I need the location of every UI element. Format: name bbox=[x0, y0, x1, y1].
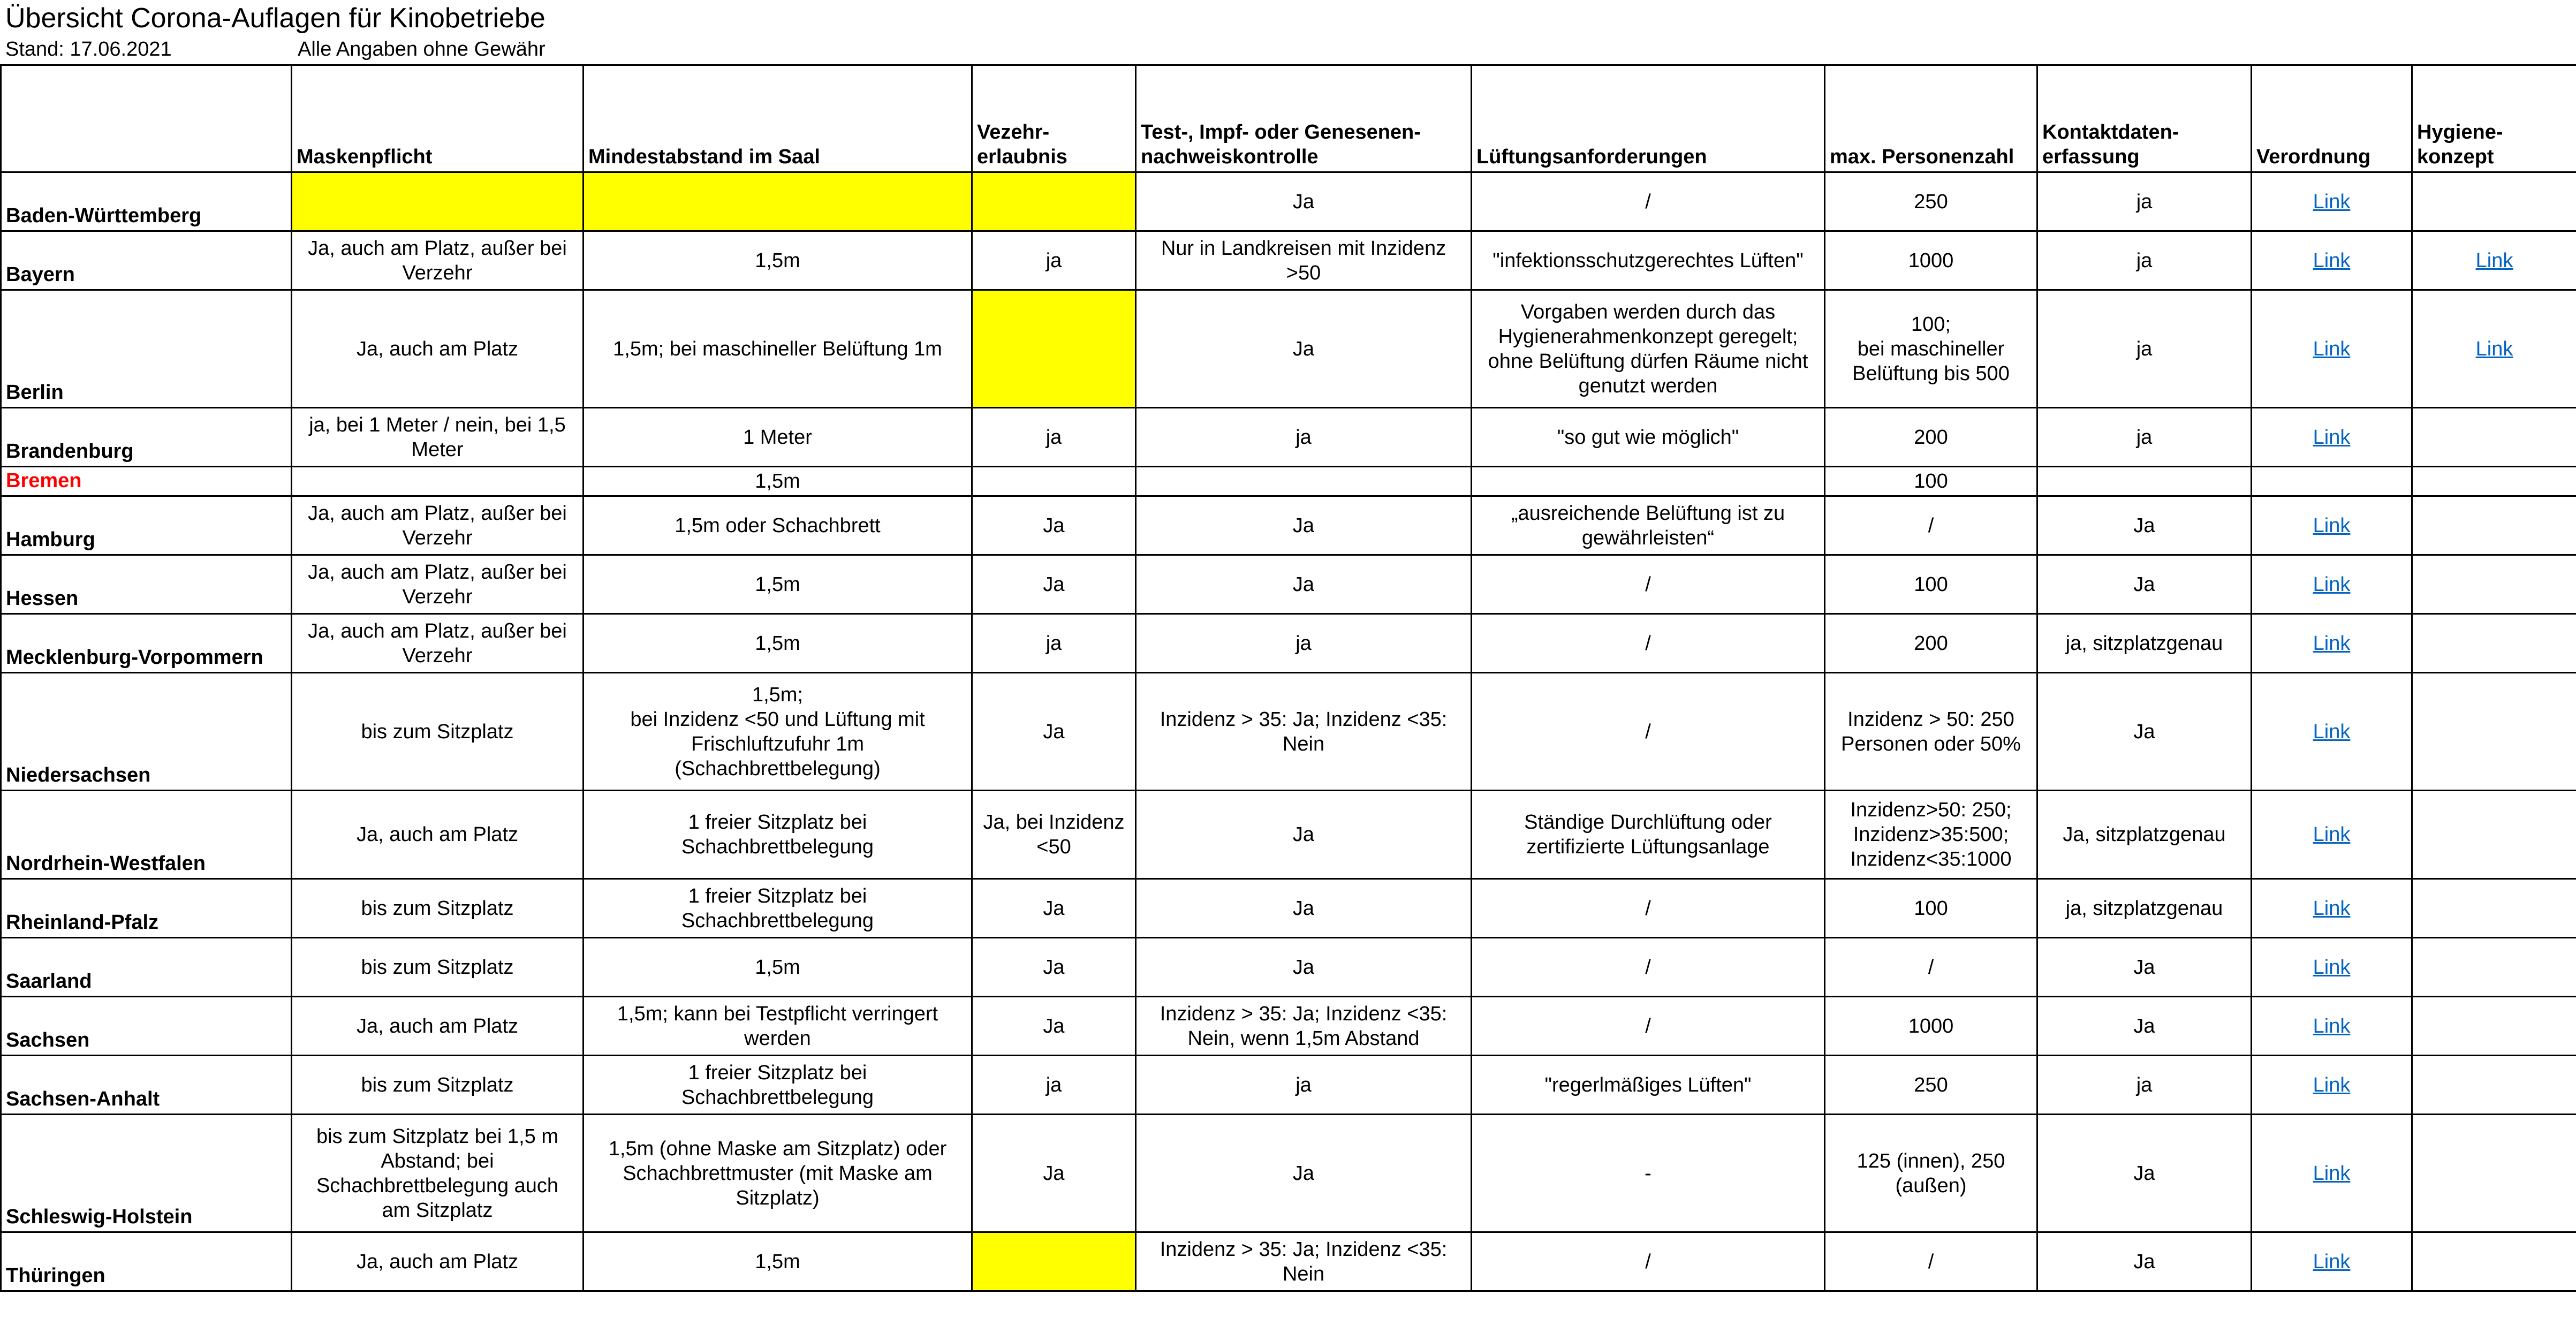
ventilation-cell: Ständige Durchlüftung oder zertifizierte Lüftungsanlage bbox=[1472, 791, 1825, 879]
contact-cell: Ja bbox=[2037, 673, 2252, 791]
state-name: Sachsen-Anhalt bbox=[1, 1056, 292, 1115]
regulation-link[interactable]: Link bbox=[2313, 823, 2351, 846]
maxpersons-cell: / bbox=[1825, 1232, 2037, 1291]
mask-cell: bis zum Sitzplatz bbox=[292, 673, 584, 791]
test-cell: Ja bbox=[1136, 172, 1472, 231]
ventilation-cell: „ausreichende Belüftung ist zu gewährleisten“ bbox=[1472, 496, 1825, 555]
ventilation-cell: / bbox=[1472, 1232, 1825, 1291]
mask-cell: bis zum Sitzplatz bbox=[292, 938, 584, 997]
mask-cell: ja, bei 1 Meter / nein, bei 1,5 Meter bbox=[292, 408, 584, 467]
regulation-cell bbox=[2252, 555, 2412, 614]
food-cell: Ja bbox=[972, 555, 1136, 614]
header-regulation: Verordnung bbox=[2252, 65, 2412, 172]
state-name: Thüringen bbox=[1, 1232, 292, 1291]
contact-cell: Ja bbox=[2037, 1232, 2252, 1291]
food-cell bbox=[972, 467, 1136, 496]
maxpersons-cell: 125 (innen), 250 (außen) bbox=[1825, 1115, 2037, 1232]
hygiene-cell bbox=[2412, 555, 2576, 614]
test-cell: Ja bbox=[1136, 879, 1472, 938]
food-cell: ja bbox=[972, 1056, 1136, 1115]
mask-cell bbox=[292, 467, 584, 496]
maxpersons-cell: 100; bei maschineller Belüftung bis 500 bbox=[1825, 290, 2037, 408]
regulation-link[interactable]: Link bbox=[2313, 573, 2351, 596]
distance-cell: 1 freier Sitzplatz bei Schachbrettbelegung bbox=[584, 1056, 972, 1115]
distance-cell: 1,5m bbox=[584, 614, 972, 673]
maxpersons-cell: 200 bbox=[1825, 408, 2037, 467]
regulation-cell bbox=[2252, 1115, 2412, 1232]
regulation-cell bbox=[2252, 496, 2412, 555]
mask-cell: Ja, auch am Platz, außer bei Verzehr bbox=[292, 231, 584, 290]
mask-cell: bis zum Sitzplatz bbox=[292, 879, 584, 938]
ventilation-cell: / bbox=[1472, 172, 1825, 231]
ventilation-cell: / bbox=[1472, 879, 1825, 938]
ventilation-cell: "infektionsschutzgerechtes Lüften" bbox=[1472, 231, 1825, 290]
state-name: Saarland bbox=[1, 938, 292, 997]
regulation-cell bbox=[2252, 614, 2412, 673]
stand-date: Stand: 17.06.2021 bbox=[5, 38, 172, 60]
food-cell: Ja bbox=[972, 1115, 1136, 1232]
food-cell: Ja bbox=[972, 496, 1136, 555]
test-cell: Nur in Landkreisen mit Inzidenz >50 bbox=[1136, 231, 1472, 290]
test-cell: Inzidenz > 35: Ja; Inzidenz <35: Nein bbox=[1136, 673, 1472, 791]
header-mask: Maskenpflicht bbox=[292, 65, 584, 172]
mask-cell: Ja, auch am Platz bbox=[292, 290, 584, 408]
ventilation-cell: / bbox=[1472, 938, 1825, 997]
distance-cell: 1,5m; bei maschineller Belüftung 1m bbox=[584, 290, 972, 408]
food-cell bbox=[972, 290, 1136, 408]
regulation-cell bbox=[2252, 673, 2412, 791]
test-cell: Ja bbox=[1136, 938, 1472, 997]
test-cell: Ja bbox=[1136, 290, 1472, 408]
maxpersons-cell: 1000 bbox=[1825, 231, 2037, 290]
regulation-link[interactable]: Link bbox=[2313, 720, 2351, 743]
maxpersons-cell: 100 bbox=[1825, 879, 2037, 938]
maxpersons-cell: 1000 bbox=[1825, 997, 2037, 1056]
maxpersons-cell: Inzidenz>50: 250; Inzidenz>35:500; Inzidenz<35:1000 bbox=[1825, 791, 2037, 879]
maxpersons-cell: 250 bbox=[1825, 172, 2037, 231]
distance-cell bbox=[584, 172, 972, 231]
table-row bbox=[1, 555, 2576, 614]
distance-cell: 1 freier Sitzplatz bei Schachbrettbelegung bbox=[584, 879, 972, 938]
food-cell bbox=[972, 1232, 1136, 1291]
hygiene-cell bbox=[2412, 791, 2576, 879]
hygiene-cell bbox=[2412, 496, 2576, 555]
regulation-cell bbox=[2252, 467, 2412, 496]
header-row bbox=[1, 65, 2576, 172]
food-cell bbox=[972, 172, 1136, 231]
hygiene-cell bbox=[2412, 1056, 2576, 1115]
hygiene-link[interactable]: Link bbox=[2475, 249, 2513, 272]
state-name: Bremen bbox=[1, 467, 292, 496]
header-distance: Mindestabstand im Saal bbox=[584, 65, 972, 172]
ventilation-cell: / bbox=[1472, 614, 1825, 673]
contact-cell: Ja bbox=[2037, 555, 2252, 614]
state-name: Schleswig-Holstein bbox=[1, 1115, 292, 1232]
contact-cell: Ja bbox=[2037, 496, 2252, 555]
regulation-link[interactable]: Link bbox=[2313, 337, 2351, 360]
maxpersons-cell: 100 bbox=[1825, 467, 2037, 496]
regulation-link[interactable]: Link bbox=[2313, 1073, 2351, 1096]
regulation-cell bbox=[2252, 791, 2412, 879]
table-row bbox=[1, 1115, 2576, 1232]
header-state bbox=[1, 65, 292, 172]
hygiene-cell bbox=[2412, 614, 2576, 673]
state-name: Niedersachsen bbox=[1, 673, 292, 791]
test-cell: Inzidenz > 35: Ja; Inzidenz <35: Nein, wenn 1,5m Abstand bbox=[1136, 997, 1472, 1056]
regulation-link[interactable]: Link bbox=[2313, 426, 2351, 449]
header-ventilation: Lüftungsanforderungen bbox=[1472, 65, 1825, 172]
mask-cell: Ja, auch am Platz bbox=[292, 1232, 584, 1291]
regulation-link[interactable]: Link bbox=[2313, 514, 2351, 537]
state-name: Mecklenburg-Vorpommern bbox=[1, 614, 292, 673]
table-row bbox=[1, 1232, 2576, 1291]
header-hygiene: Hygiene- konzept bbox=[2412, 65, 2576, 172]
ventilation-cell: / bbox=[1472, 673, 1825, 791]
hygiene-cell bbox=[2412, 879, 2576, 938]
state-name: Sachsen bbox=[1, 997, 292, 1056]
state-name: Hessen bbox=[1, 555, 292, 614]
hygiene-cell bbox=[2412, 673, 2576, 791]
distance-cell: 1,5m bbox=[584, 938, 972, 997]
state-name: Brandenburg bbox=[1, 408, 292, 467]
table-row bbox=[1, 1056, 2576, 1115]
table-row bbox=[1, 496, 2576, 555]
contact-cell: Ja bbox=[2037, 1115, 2252, 1232]
contact-cell: Ja bbox=[2037, 997, 2252, 1056]
test-cell: Inzidenz > 35: Ja; Inzidenz <35: Nein bbox=[1136, 1232, 1472, 1291]
test-cell: Ja bbox=[1136, 1115, 1472, 1232]
table-row bbox=[1, 467, 2576, 496]
state-name: Hamburg bbox=[1, 496, 292, 555]
regulation-cell bbox=[2252, 879, 2412, 938]
header-test: Test-, Impf- oder Genesenen- nachweiskontrolle bbox=[1136, 65, 1472, 172]
distance-cell: 1 freier Sitzplatz bei Schachbrettbelegung bbox=[584, 791, 972, 879]
table-row bbox=[1, 938, 2576, 997]
hygiene-cell bbox=[2412, 997, 2576, 1056]
hygiene-cell bbox=[2412, 231, 2576, 290]
hygiene-link[interactable]: Link bbox=[2475, 337, 2513, 360]
test-cell: Ja bbox=[1136, 496, 1472, 555]
regulation-cell bbox=[2252, 408, 2412, 467]
distance-cell: 1,5m; kann bei Testpflicht verringert werden bbox=[584, 997, 972, 1056]
food-cell: Ja bbox=[972, 938, 1136, 997]
header-maxpersons: max. Personenzahl bbox=[1825, 65, 2037, 172]
regulation-cell bbox=[2252, 1056, 2412, 1115]
regulation-link[interactable]: Link bbox=[2313, 956, 2351, 979]
state-name: Nordrhein-Westfalen bbox=[1, 791, 292, 879]
maxpersons-cell: 100 bbox=[1825, 555, 2037, 614]
state-name: Bayern bbox=[1, 231, 292, 290]
contact-cell: ja, sitzplatzgenau bbox=[2037, 614, 2252, 673]
mask-cell: Ja, auch am Platz, außer bei Verzehr bbox=[292, 614, 584, 673]
food-cell: ja bbox=[972, 408, 1136, 467]
regulation-link[interactable]: Link bbox=[2313, 1250, 2351, 1273]
distance-cell: 1,5m; bei Inzidenz <50 und Lüftung mit Frischluftzufuhr 1m (Schachbrettbelegung) bbox=[584, 673, 972, 791]
mask-cell bbox=[292, 172, 584, 231]
contact-cell: ja bbox=[2037, 408, 2252, 467]
mask-cell: Ja, auch am Platz bbox=[292, 997, 584, 1056]
hygiene-cell bbox=[2412, 1115, 2576, 1232]
regulation-link[interactable]: Link bbox=[2313, 1162, 2351, 1185]
contact-cell: ja bbox=[2037, 231, 2252, 290]
hygiene-cell bbox=[2412, 938, 2576, 997]
ventilation-cell: "regerlmäßiges Lüften" bbox=[1472, 1056, 1825, 1115]
table-row bbox=[1, 997, 2576, 1056]
test-cell: Ja bbox=[1136, 791, 1472, 879]
regulation-cell bbox=[2252, 938, 2412, 997]
ventilation-cell: / bbox=[1472, 997, 1825, 1056]
maxpersons-cell: / bbox=[1825, 938, 2037, 997]
mask-cell: Ja, auch am Platz, außer bei Verzehr bbox=[292, 496, 584, 555]
regulation-link[interactable]: Link bbox=[2313, 897, 2351, 920]
hygiene-cell bbox=[2412, 1232, 2576, 1291]
regulation-cell bbox=[2252, 231, 2412, 290]
table-row bbox=[1, 879, 2576, 938]
contact-cell: Ja, sitzplatzgenau bbox=[2037, 791, 2252, 879]
contact-cell: ja bbox=[2037, 1056, 2252, 1115]
contact-cell: ja, sitzplatzgenau bbox=[2037, 879, 2252, 938]
ventilation-cell: Vorgaben werden durch das Hygienerahmenkonzept geregelt; ohne Belüftung dürfen Räume nicht genutzt werden bbox=[1472, 290, 1825, 408]
sheet-title: Übersicht Corona-Auflagen für Kinobetriebe bbox=[5, 3, 545, 34]
table-row bbox=[1, 290, 2576, 408]
hygiene-cell bbox=[2412, 408, 2576, 467]
hygiene-cell bbox=[2412, 467, 2576, 496]
header-contact: Kontaktdaten- erfassung bbox=[2037, 65, 2252, 172]
contact-cell: ja bbox=[2037, 172, 2252, 231]
mask-cell: Ja, auch am Platz bbox=[292, 791, 584, 879]
hygiene-cell bbox=[2412, 172, 2576, 231]
test-cell: Ja bbox=[1136, 555, 1472, 614]
food-cell: Ja bbox=[972, 673, 1136, 791]
food-cell: ja bbox=[972, 231, 1136, 290]
table-row bbox=[1, 673, 2576, 791]
distance-cell: 1,5m bbox=[584, 1232, 972, 1291]
test-cell: ja bbox=[1136, 1056, 1472, 1115]
distance-cell: 1 Meter bbox=[584, 408, 972, 467]
ventilation-cell: - bbox=[1472, 1115, 1825, 1232]
contact-cell: ja bbox=[2037, 290, 2252, 408]
ventilation-cell bbox=[1472, 467, 1825, 496]
contact-cell bbox=[2037, 467, 2252, 496]
disclaimer-note: Alle Angaben ohne Gewähr bbox=[298, 38, 545, 60]
food-cell: ja bbox=[972, 614, 1136, 673]
distance-cell: 1,5m bbox=[584, 467, 972, 496]
test-cell: ja bbox=[1136, 614, 1472, 673]
mask-cell: bis zum Sitzplatz bei 1,5 m Abstand; bei Schachbrettbelegung auch am Sitzplatz bbox=[292, 1115, 584, 1232]
ventilation-cell: "so gut wie möglich" bbox=[1472, 408, 1825, 467]
regulation-cell bbox=[2252, 997, 2412, 1056]
regulation-cell bbox=[2252, 290, 2412, 408]
contact-cell: Ja bbox=[2037, 938, 2252, 997]
hygiene-cell bbox=[2412, 290, 2576, 408]
regulation-link[interactable]: Link bbox=[2313, 1014, 2351, 1037]
maxpersons-cell: 200 bbox=[1825, 614, 2037, 673]
regulation-cell bbox=[2252, 1232, 2412, 1291]
distance-cell: 1,5m oder Schachbrett bbox=[584, 496, 972, 555]
mask-cell: Ja, auch am Platz, außer bei Verzehr bbox=[292, 555, 584, 614]
state-name: Rheinland-Pfalz bbox=[1, 879, 292, 938]
maxpersons-cell: / bbox=[1825, 496, 2037, 555]
maxpersons-cell: 250 bbox=[1825, 1056, 2037, 1115]
table-row bbox=[1, 614, 2576, 673]
state-name: Baden-Württemberg bbox=[1, 172, 292, 231]
state-name: Berlin bbox=[1, 290, 292, 408]
test-cell bbox=[1136, 467, 1472, 496]
table-row bbox=[1, 408, 2576, 467]
table-row bbox=[1, 791, 2576, 879]
test-cell: ja bbox=[1136, 408, 1472, 467]
regulation-link[interactable]: Link bbox=[2313, 249, 2351, 272]
distance-cell: 1,5m bbox=[584, 555, 972, 614]
maxpersons-cell: Inzidenz > 50: 250 Personen oder 50% bbox=[1825, 673, 2037, 791]
table-row bbox=[1, 231, 2576, 290]
distance-cell: 1,5m bbox=[584, 231, 972, 290]
header-food: Vezehr- erlaubnis bbox=[972, 65, 1136, 172]
food-cell: Ja bbox=[972, 879, 1136, 938]
table-row bbox=[1, 172, 2576, 231]
food-cell: Ja, bei Inzidenz <50 bbox=[972, 791, 1136, 879]
regulation-link[interactable]: Link bbox=[2313, 632, 2351, 655]
ventilation-cell: / bbox=[1472, 555, 1825, 614]
regulation-cell bbox=[2252, 172, 2412, 231]
regulation-link[interactable]: Link bbox=[2313, 190, 2351, 213]
rules-table bbox=[0, 64, 2576, 1292]
mask-cell: bis zum Sitzplatz bbox=[292, 1056, 584, 1115]
food-cell: Ja bbox=[972, 997, 1136, 1056]
distance-cell: 1,5m (ohne Maske am Sitzplatz) oder Schachbrettmuster (mit Maske am Sitzplatz) bbox=[584, 1115, 972, 1232]
